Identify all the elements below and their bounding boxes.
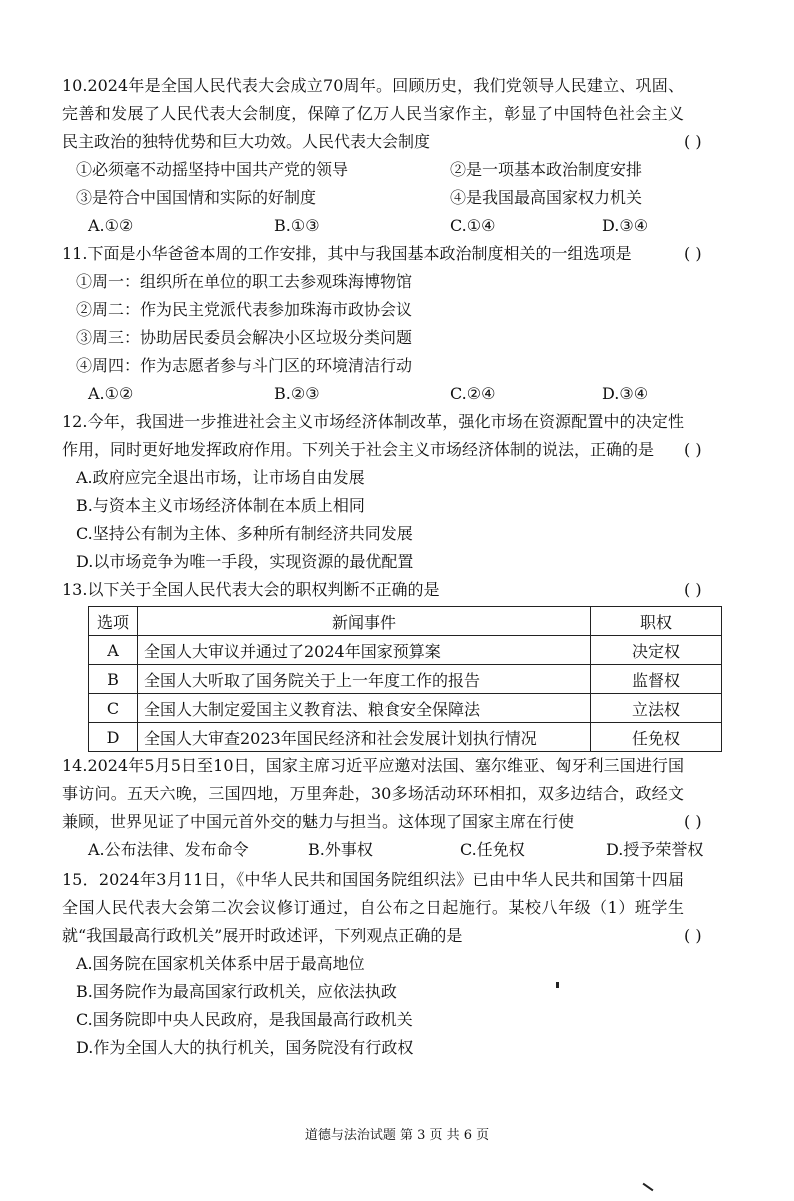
row-option: D (89, 723, 138, 752)
row-power: 监督权 (591, 665, 722, 694)
option-b: B.国务院作为最高国家行政机关，应依法执政 (76, 982, 397, 1001)
question-14-stem: ( ) 14.2024年5月5日至10日，国家主席习近平应邀对法国、塞尔维亚、匈牙利三国进行国事访问。五天六晚，三国四地，万里奔赴，30多场活动环环相扣，双多边结合，政经文兼顾，世界见证了中国元首外交的魅力与担当。这体现了国家主席在行使 (62, 752, 730, 836)
row-option: C (89, 694, 138, 723)
header-power: 职权 (591, 607, 722, 636)
row-event: 全国人大审议并通过了2024年国家预算案 (138, 636, 591, 665)
page-footer: 道德与法治试题 第 3 页 共 6 页 (304, 1128, 490, 1143)
option-a: A.①② (88, 216, 134, 235)
statement-3: ③是符合中国国情和实际的好制度 (76, 188, 317, 207)
question-10-stem: ( ) 10.2024年是全国人民代表大会成立70周年。回顾历史，我们党领导人民建立、巩固、完善和发展了人民代表大会制度，保障了亿万人民当家作主，彰显了中国特色社会主义民主政治的独特优势和巨大功效。人民代表大会制度 (62, 72, 730, 156)
question-11 (62, 240, 730, 408)
question-11-stem: ( ) 11.下面是小华爸爸本周的工作安排，其中与我国基本政治制度相关的一组选项是 (62, 240, 730, 268)
option-a: A.公布法律、发布命令 (88, 840, 249, 859)
option-b: B.①③ (274, 216, 320, 235)
options-row (62, 836, 730, 864)
option-d: D.以市场竞争为唯一手段，实现资源的最优配置 (76, 552, 414, 571)
option-a: A.①② (88, 384, 134, 403)
scan-streak (643, 1183, 654, 1192)
row-option: B (89, 665, 138, 694)
options-row (62, 212, 730, 240)
option-c: C.①④ (450, 216, 496, 235)
statement-row (62, 156, 730, 184)
option-d: D.作为全国人大的执行机关，国务院没有行政权 (76, 1038, 414, 1057)
row-event: 全国人大制定爱国主义教育法、粮食安全保障法 (138, 694, 591, 723)
statement-2: ②周二：作为民主党派代表参加珠海市政协会议 (76, 300, 413, 319)
table-row (89, 723, 722, 752)
question-14 (62, 752, 730, 864)
scan-speck (556, 982, 559, 988)
option-c: C.国务院即中央人民政府，是我国最高行政机关 (76, 1010, 413, 1029)
option-b: B.与资本主义市场经济体制在本质上相同 (76, 496, 365, 515)
row-event: 全国人大审查2023年国民经济和社会发展计划执行情况 (138, 723, 591, 752)
options-row (62, 380, 730, 408)
row-power: 立法权 (591, 694, 722, 723)
option-c: C.任免权 (460, 840, 525, 859)
option-c: C.坚持公有制为主体、多种所有制经济共同发展 (76, 524, 413, 543)
powers-table (88, 606, 722, 752)
answer-paren: ( ) (684, 244, 702, 263)
option-b: B.②③ (274, 384, 320, 403)
header-option: 选项 (89, 607, 138, 636)
option-a: A.政府应完全退出市场，让市场自由发展 (76, 468, 365, 487)
answer-paren: ( ) (684, 926, 702, 945)
table-row (89, 665, 722, 694)
statement-1: ①周一：组织所在单位的职工去参观珠海博物馆 (76, 272, 413, 291)
answer-paren: ( ) (684, 440, 702, 459)
table-row (89, 694, 722, 723)
option-d: D.③④ (602, 384, 649, 403)
row-event: 全国人大听取了国务院关于上一年度工作的报告 (138, 665, 591, 694)
table-header-row (89, 607, 722, 636)
option-b: B.外事权 (308, 840, 373, 859)
question-13 (62, 576, 730, 604)
statement-4: ④周四：作为志愿者参与斗门区的环境清洁行动 (76, 356, 413, 375)
row-power: 决定权 (591, 636, 722, 665)
option-c: C.②④ (450, 384, 496, 403)
option-d: D.③④ (602, 216, 649, 235)
header-event: 新闻事件 (138, 607, 591, 636)
row-power: 任免权 (591, 723, 722, 752)
answer-paren: ( ) (684, 132, 702, 151)
question-12 (62, 408, 730, 576)
answer-paren: ( ) (684, 812, 702, 831)
question-15-stem: ( ) 15．2024年3月11日，《中华人民共和国国务院组织法》已由中华人民共和国第十四届全国人民代表大会第二次会议修订通过，自公布之日起施行。某校八年级（1）班学生就“我国最高行政机关”展开时政述评，下列观点正确的是 (62, 866, 730, 950)
row-option: A (89, 636, 138, 665)
answer-paren: ( ) (684, 580, 702, 599)
option-a: A.国务院在国家机关体系中居于最高地位 (76, 954, 365, 973)
statement-2: ②是一项基本政治制度安排 (450, 160, 643, 179)
statement-3: ③周三：协助居民委员会解决小区垃圾分类问题 (76, 328, 413, 347)
statement-row (62, 184, 730, 212)
table-row (89, 636, 722, 665)
question-13-stem: ( ) 13.以下关于全国人民代表大会的职权判断不正确的是 (62, 576, 730, 604)
option-d: D.授予荣誉权 (606, 840, 704, 859)
question-12-stem: ( ) 12.今年，我国进一步推进社会主义市场经济体制改革，强化市场在资源配置中的决定性作用，同时更好地发挥政府作用。下列关于社会主义市场经济体制的说法，正确的是 (62, 408, 730, 464)
question-15 (62, 866, 730, 1062)
question-10 (62, 72, 730, 240)
statement-4: ④是我国最高国家权力机关 (450, 188, 643, 207)
statement-1: ①必须毫不动摇坚持中国共产党的领导 (76, 160, 349, 179)
